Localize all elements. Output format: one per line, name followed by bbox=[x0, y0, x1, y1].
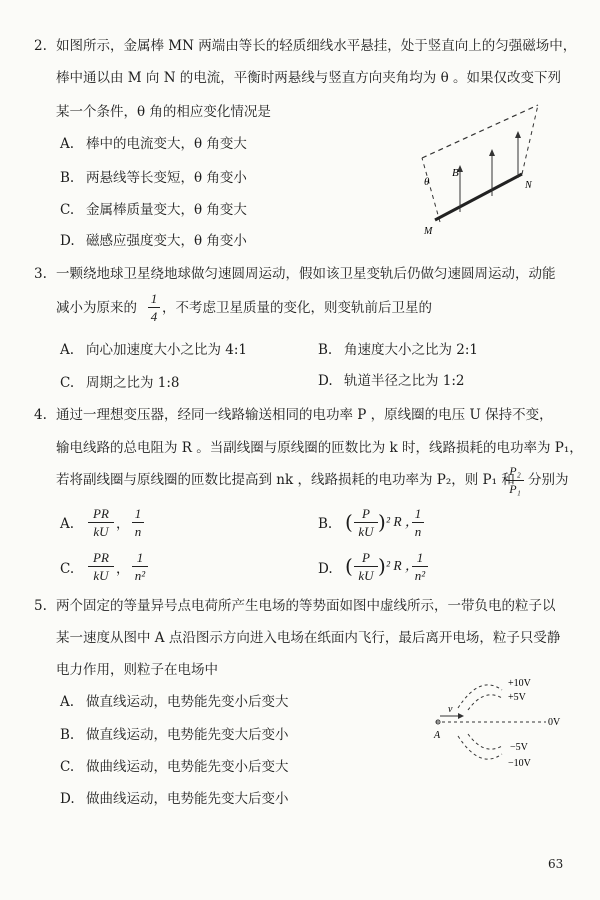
q3-number: 3. bbox=[34, 266, 47, 282]
q4-option-b-fraction1-num: P bbox=[362, 506, 370, 521]
q2-option-c-text: 金属棒质量变大，θ 角变大 bbox=[86, 202, 247, 218]
q4-option-b-label: B. bbox=[318, 516, 333, 532]
q5-figure-point-a-label: A bbox=[434, 730, 441, 741]
q5-stem-line1: 两个固定的等量异号点电荷所产生电场的等势面如图中虚线所示，一带负电的粒子以 bbox=[56, 598, 556, 614]
q3-stem-line2b: ，不考虑卫星质量的变化，则变轨前后卫星的 bbox=[162, 300, 432, 316]
q3-option-d-text: 轨道半径之比为 1:2 bbox=[344, 373, 465, 389]
q4-stem-line2: 输电线路的总电阻为 R 。当副线圈与原线圈的匝数比为 k 时，线路损耗的电功率为 P₁， bbox=[56, 440, 583, 456]
q4-option-b-fraction1-den: kU bbox=[358, 524, 374, 539]
q4-option-a-fraction2-num: 1 bbox=[134, 506, 142, 521]
q4-stem-fraction-numerator: P₂ bbox=[509, 464, 521, 478]
q4-option-a-fraction2-den: n bbox=[134, 524, 142, 539]
q4-option-c-fraction2-den: n² bbox=[134, 568, 146, 583]
q4-number: 4. bbox=[34, 407, 47, 423]
q4-option-c-fraction1 bbox=[88, 550, 114, 583]
q4-option-b-fraction2-den: n bbox=[414, 524, 422, 539]
q4-option-d-fraction2-num: 1 bbox=[416, 550, 424, 565]
q5-figure bbox=[418, 670, 578, 778]
q4-option-d-tail: ² R ， bbox=[386, 558, 419, 573]
q5-option-d-text: 做曲线运动，电势能先变大后变小 bbox=[86, 791, 289, 807]
q2-option-d-text: 磁感应强度变大，θ 角变小 bbox=[86, 233, 247, 249]
q2-option-b-label: B. bbox=[60, 170, 75, 186]
q2-stem-line3: 某一个条件，θ 角的相应变化情况是 bbox=[56, 104, 271, 120]
q4-option-c-separator: ， bbox=[116, 561, 130, 577]
q2-figure-b-label: B bbox=[452, 167, 459, 179]
q5-option-c-text: 做曲线运动，电势能先变小后变大 bbox=[86, 759, 289, 775]
q2-option-c-label: C. bbox=[60, 202, 75, 218]
q2-figure bbox=[410, 100, 560, 240]
page-number: 63 bbox=[548, 857, 564, 871]
q4-option-b-close-paren: ) bbox=[378, 510, 386, 534]
q4-option-a-label: A. bbox=[60, 516, 75, 532]
q4-option-d-label: D. bbox=[318, 561, 333, 577]
q5-option-a-label: A. bbox=[60, 694, 75, 710]
q5-option-d-label: D. bbox=[60, 791, 75, 807]
q4-stem-line3b: 分别为 bbox=[528, 472, 569, 488]
q4-option-b-fraction2 bbox=[412, 506, 424, 539]
q4-option-c-label: C. bbox=[60, 561, 75, 577]
q2-option-b-text: 两悬线等长变短，θ 角变小 bbox=[86, 170, 247, 186]
q3-fraction bbox=[148, 291, 160, 324]
q4-stem-fraction-denominator: P₁ bbox=[509, 482, 521, 496]
q4-stem-line3a: 若将副线圈与原线圈的匝数比提高到 nk ，线路损耗的电功率为 P₂，则 P₁ 和 bbox=[56, 472, 515, 488]
q4-option-a-fraction1-num: PR bbox=[93, 506, 109, 521]
q3-option-d-label: D. bbox=[318, 373, 333, 389]
q3-fraction-denominator: 4 bbox=[150, 309, 158, 324]
q4-option-b-fraction1 bbox=[354, 506, 378, 539]
q2-figure-n-label: N bbox=[525, 180, 532, 191]
q5-option-b-label: B. bbox=[60, 727, 75, 743]
q5-option-a-text: 做直线运动，电势能先变小后变大 bbox=[86, 694, 289, 710]
q4-option-d-close-paren: ) bbox=[378, 554, 386, 578]
q3-option-a-label: A. bbox=[60, 342, 75, 358]
q2-option-a-label: A. bbox=[60, 136, 75, 152]
q3-option-b-text: 角速度大小之比为 2:1 bbox=[344, 342, 479, 358]
q4-option-a-fraction1-den: kU bbox=[93, 524, 109, 539]
q5-figure-label-zero: 0V bbox=[548, 717, 561, 728]
q5-figure-label-plus10: +10V bbox=[508, 678, 531, 689]
q4-stem-line1: 通过一理想变压器，经同一线路输送相同的电功率 P ，原线圈的电压 U 保持不变， bbox=[56, 407, 553, 423]
q3-option-c-label: C. bbox=[60, 375, 75, 391]
q4-option-d-fraction2 bbox=[412, 550, 428, 583]
q2-stem-line1: 如图所示，金属棒 MN 两端由等长的轻质细线水平悬挂，处于竖直向上的匀强磁场中， bbox=[56, 38, 577, 54]
q4-option-c-fraction1-den: kU bbox=[93, 568, 109, 583]
q3-option-b-label: B. bbox=[318, 342, 333, 358]
q2-number: 2. bbox=[34, 38, 47, 54]
q4-option-b-fraction2-num: 1 bbox=[414, 506, 422, 521]
q2-figure-m-label: M bbox=[424, 226, 433, 237]
q5-figure-label-plus5: +5V bbox=[508, 692, 526, 703]
q4-option-d-fraction1-num: P bbox=[362, 550, 370, 565]
q3-option-a-text: 向心加速度大小之比为 4:1 bbox=[86, 342, 248, 358]
q4-option-b-open-paren: ( bbox=[345, 510, 353, 534]
q4-option-c-fraction1-num: PR bbox=[93, 550, 109, 565]
q3-stem-line1: 一颗绕地球卫星绕地球做匀速圆周运动，假如该卫星变轨后仍做匀速圆周运动，动能 bbox=[56, 266, 556, 282]
q2-stem-line2: 棒中通以由 M 向 N 的电流，平衡时两悬线与竖直方向夹角均为 θ 。如果仅改变下列 bbox=[56, 70, 562, 86]
q4-option-d-fraction1-den: kU bbox=[358, 568, 374, 583]
q5-figure-velocity-label: v bbox=[448, 704, 453, 715]
q4-option-a-separator: ， bbox=[116, 516, 130, 532]
q4-option-d-open-paren: ( bbox=[345, 554, 353, 578]
q4-option-d-fraction2-den: n² bbox=[414, 568, 426, 583]
q2-option-d-label: D. bbox=[60, 233, 75, 249]
q5-figure-label-minus5: −5V bbox=[510, 742, 528, 753]
q4-option-b-tail: ² R ， bbox=[386, 514, 419, 529]
q3-stem-line2a: 减小为原来的 bbox=[56, 300, 137, 316]
q2-option-a-text: 棒中的电流变大，θ 角变大 bbox=[86, 136, 247, 152]
q4-option-c-fraction2-num: 1 bbox=[136, 550, 144, 565]
q5-stem-line3: 电力作用，则粒子在电场中 bbox=[56, 662, 218, 678]
q4-option-a-fraction2 bbox=[132, 506, 144, 539]
q5-option-b-text: 做直线运动，电势能先变大后变小 bbox=[86, 727, 289, 743]
q4-option-d-fraction1 bbox=[354, 550, 378, 583]
q5-number: 5. bbox=[34, 598, 47, 614]
q3-option-c-text: 周期之比为 1:8 bbox=[86, 375, 180, 391]
q5-figure-label-minus10: −10V bbox=[508, 758, 531, 769]
q4-option-a-fraction1 bbox=[88, 506, 114, 539]
q4-stem-fraction bbox=[506, 464, 524, 497]
q2-figure-theta-label: θ bbox=[424, 176, 430, 188]
q5-stem-line2: 某一速度从图中 A 点沿图示方向进入电场在纸面内飞行，最后离开电场，粒子只受静 bbox=[56, 630, 561, 646]
q5-option-c-label: C. bbox=[60, 759, 75, 775]
q3-fraction-numerator: 1 bbox=[150, 291, 158, 306]
q4-option-c-fraction2 bbox=[132, 550, 148, 583]
